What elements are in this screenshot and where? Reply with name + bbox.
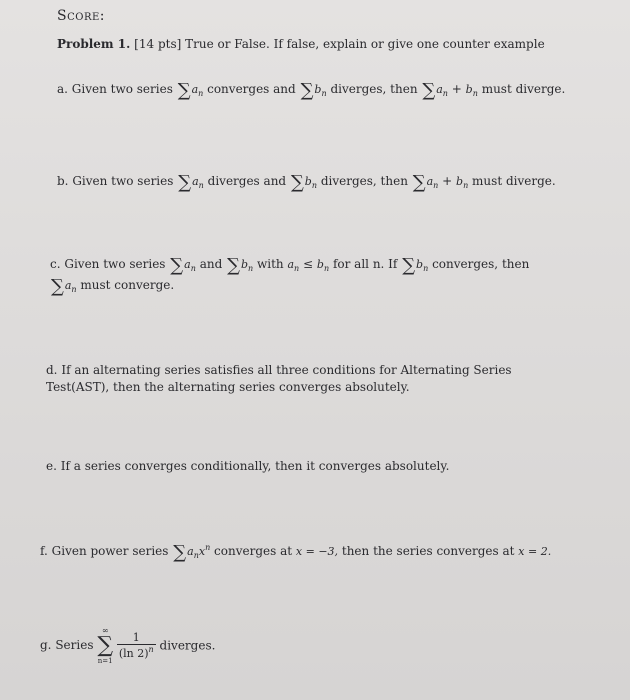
question-a-text-4: must diverge. bbox=[481, 82, 566, 96]
question-c: c. Given two series $\sum a_n$ and $\sum b_n$ with $a_n \le b_n$ for all n. If $\sum b_n$ converges, then $\sum a_n$ must converge. bbox=[50, 255, 530, 297]
problem-instruction: True or False. If false, explain or give one counter example bbox=[185, 37, 545, 51]
sum-lower-limit: n=1 bbox=[97, 657, 113, 665]
question-a-label: a. bbox=[57, 82, 68, 96]
fraction-denominator: (ln 2) bbox=[118, 647, 149, 660]
question-d bbox=[46, 362, 566, 396]
question-a: a. Given two series $\sum a_n$ converges and $\sum b_n$ diverges, then $\sum a_n + b_n$ must diverge. bbox=[57, 80, 566, 101]
question-e-label: e. bbox=[46, 459, 57, 473]
problem-header bbox=[57, 36, 557, 53]
problem-points: [14 pts] bbox=[134, 37, 182, 51]
sigma-icon: ∑ bbox=[412, 172, 426, 193]
question-e bbox=[46, 459, 449, 473]
question-c-text-4: for all n. If bbox=[332, 257, 398, 271]
term-a: a bbox=[191, 83, 199, 96]
question-a-text-2: converges and bbox=[207, 82, 296, 96]
question-g bbox=[40, 626, 215, 665]
sigma-icon: ∑ bbox=[170, 255, 184, 276]
summation-icon: ∞ ∑ n=1 bbox=[97, 626, 114, 665]
question-f: f. Given power series $\sum a_nx^n$ converges at x = −3, then the series converges at x = 2. bbox=[40, 542, 552, 563]
question-f-text-2: converges at bbox=[214, 544, 293, 558]
problem-title: Problem 1. bbox=[57, 37, 131, 51]
sigma-icon: ∑ bbox=[51, 276, 64, 297]
question-c-text-1: Given two series bbox=[64, 257, 166, 271]
question-b-label: b. bbox=[57, 174, 69, 188]
sigma-icon: ∑ bbox=[422, 80, 436, 101]
question-c-text-2: and bbox=[199, 257, 223, 271]
question-g-text-2: diverges. bbox=[159, 638, 216, 653]
question-f-text-3: then the series converges at bbox=[341, 544, 515, 558]
sum-upper-limit: ∞ bbox=[101, 626, 109, 635]
question-d-label: d. bbox=[46, 363, 58, 377]
fraction bbox=[117, 631, 156, 660]
question-d-text: If an alternating series satisfies all three conditions for Alternating Series Test(AST), then the alternating series converges absolutely. bbox=[46, 363, 512, 394]
question-c-text-5: converges, then bbox=[432, 257, 530, 271]
sigma-icon: ∑ bbox=[290, 172, 304, 193]
question-a-text-1: Given two series bbox=[71, 82, 173, 96]
sigma-icon: ∑ bbox=[177, 80, 191, 101]
question-f-text-1: Given power series bbox=[51, 544, 169, 558]
question-b: b. Given two series $\sum a_n$ diverges and $\sum b_n$ diverges, then $\sum a_n + b_n$ must diverge. bbox=[57, 172, 556, 193]
question-b-text-4: must diverge. bbox=[472, 174, 556, 188]
question-c-text-6: must converge. bbox=[80, 278, 175, 292]
question-b-text-3: diverges, then bbox=[320, 174, 408, 188]
question-g-label: g. bbox=[40, 638, 52, 652]
question-c-text-3: with bbox=[256, 257, 284, 271]
question-g-text-1: Series bbox=[55, 638, 94, 652]
fraction-numerator: 1 bbox=[117, 631, 156, 645]
question-e-text: If a series converges conditionally, then it converges absolutely. bbox=[60, 459, 450, 473]
leq-sign: ≤ bbox=[303, 257, 314, 271]
question-b-text-2: diverges and bbox=[207, 174, 287, 188]
sigma-icon: ∑ bbox=[178, 172, 192, 193]
sigma-icon: ∑ bbox=[402, 255, 416, 276]
question-f-label: f. bbox=[40, 544, 48, 558]
term-b: b bbox=[314, 83, 322, 96]
sigma-icon: ∑ bbox=[300, 80, 314, 101]
question-a-text-3: diverges, then bbox=[330, 82, 418, 96]
question-f-eq-1: x = −3, bbox=[295, 545, 339, 558]
question-c-label: c. bbox=[50, 257, 61, 271]
question-b-text-1: Given two series bbox=[72, 174, 174, 188]
question-f-eq-2: x = 2. bbox=[518, 545, 552, 558]
fraction-exponent: n bbox=[148, 645, 154, 654]
plus-sign: + bbox=[451, 82, 462, 96]
sigma-icon: ∑ bbox=[173, 542, 187, 563]
score-label: Score: bbox=[57, 8, 105, 24]
sigma-icon: ∑ bbox=[227, 255, 240, 276]
